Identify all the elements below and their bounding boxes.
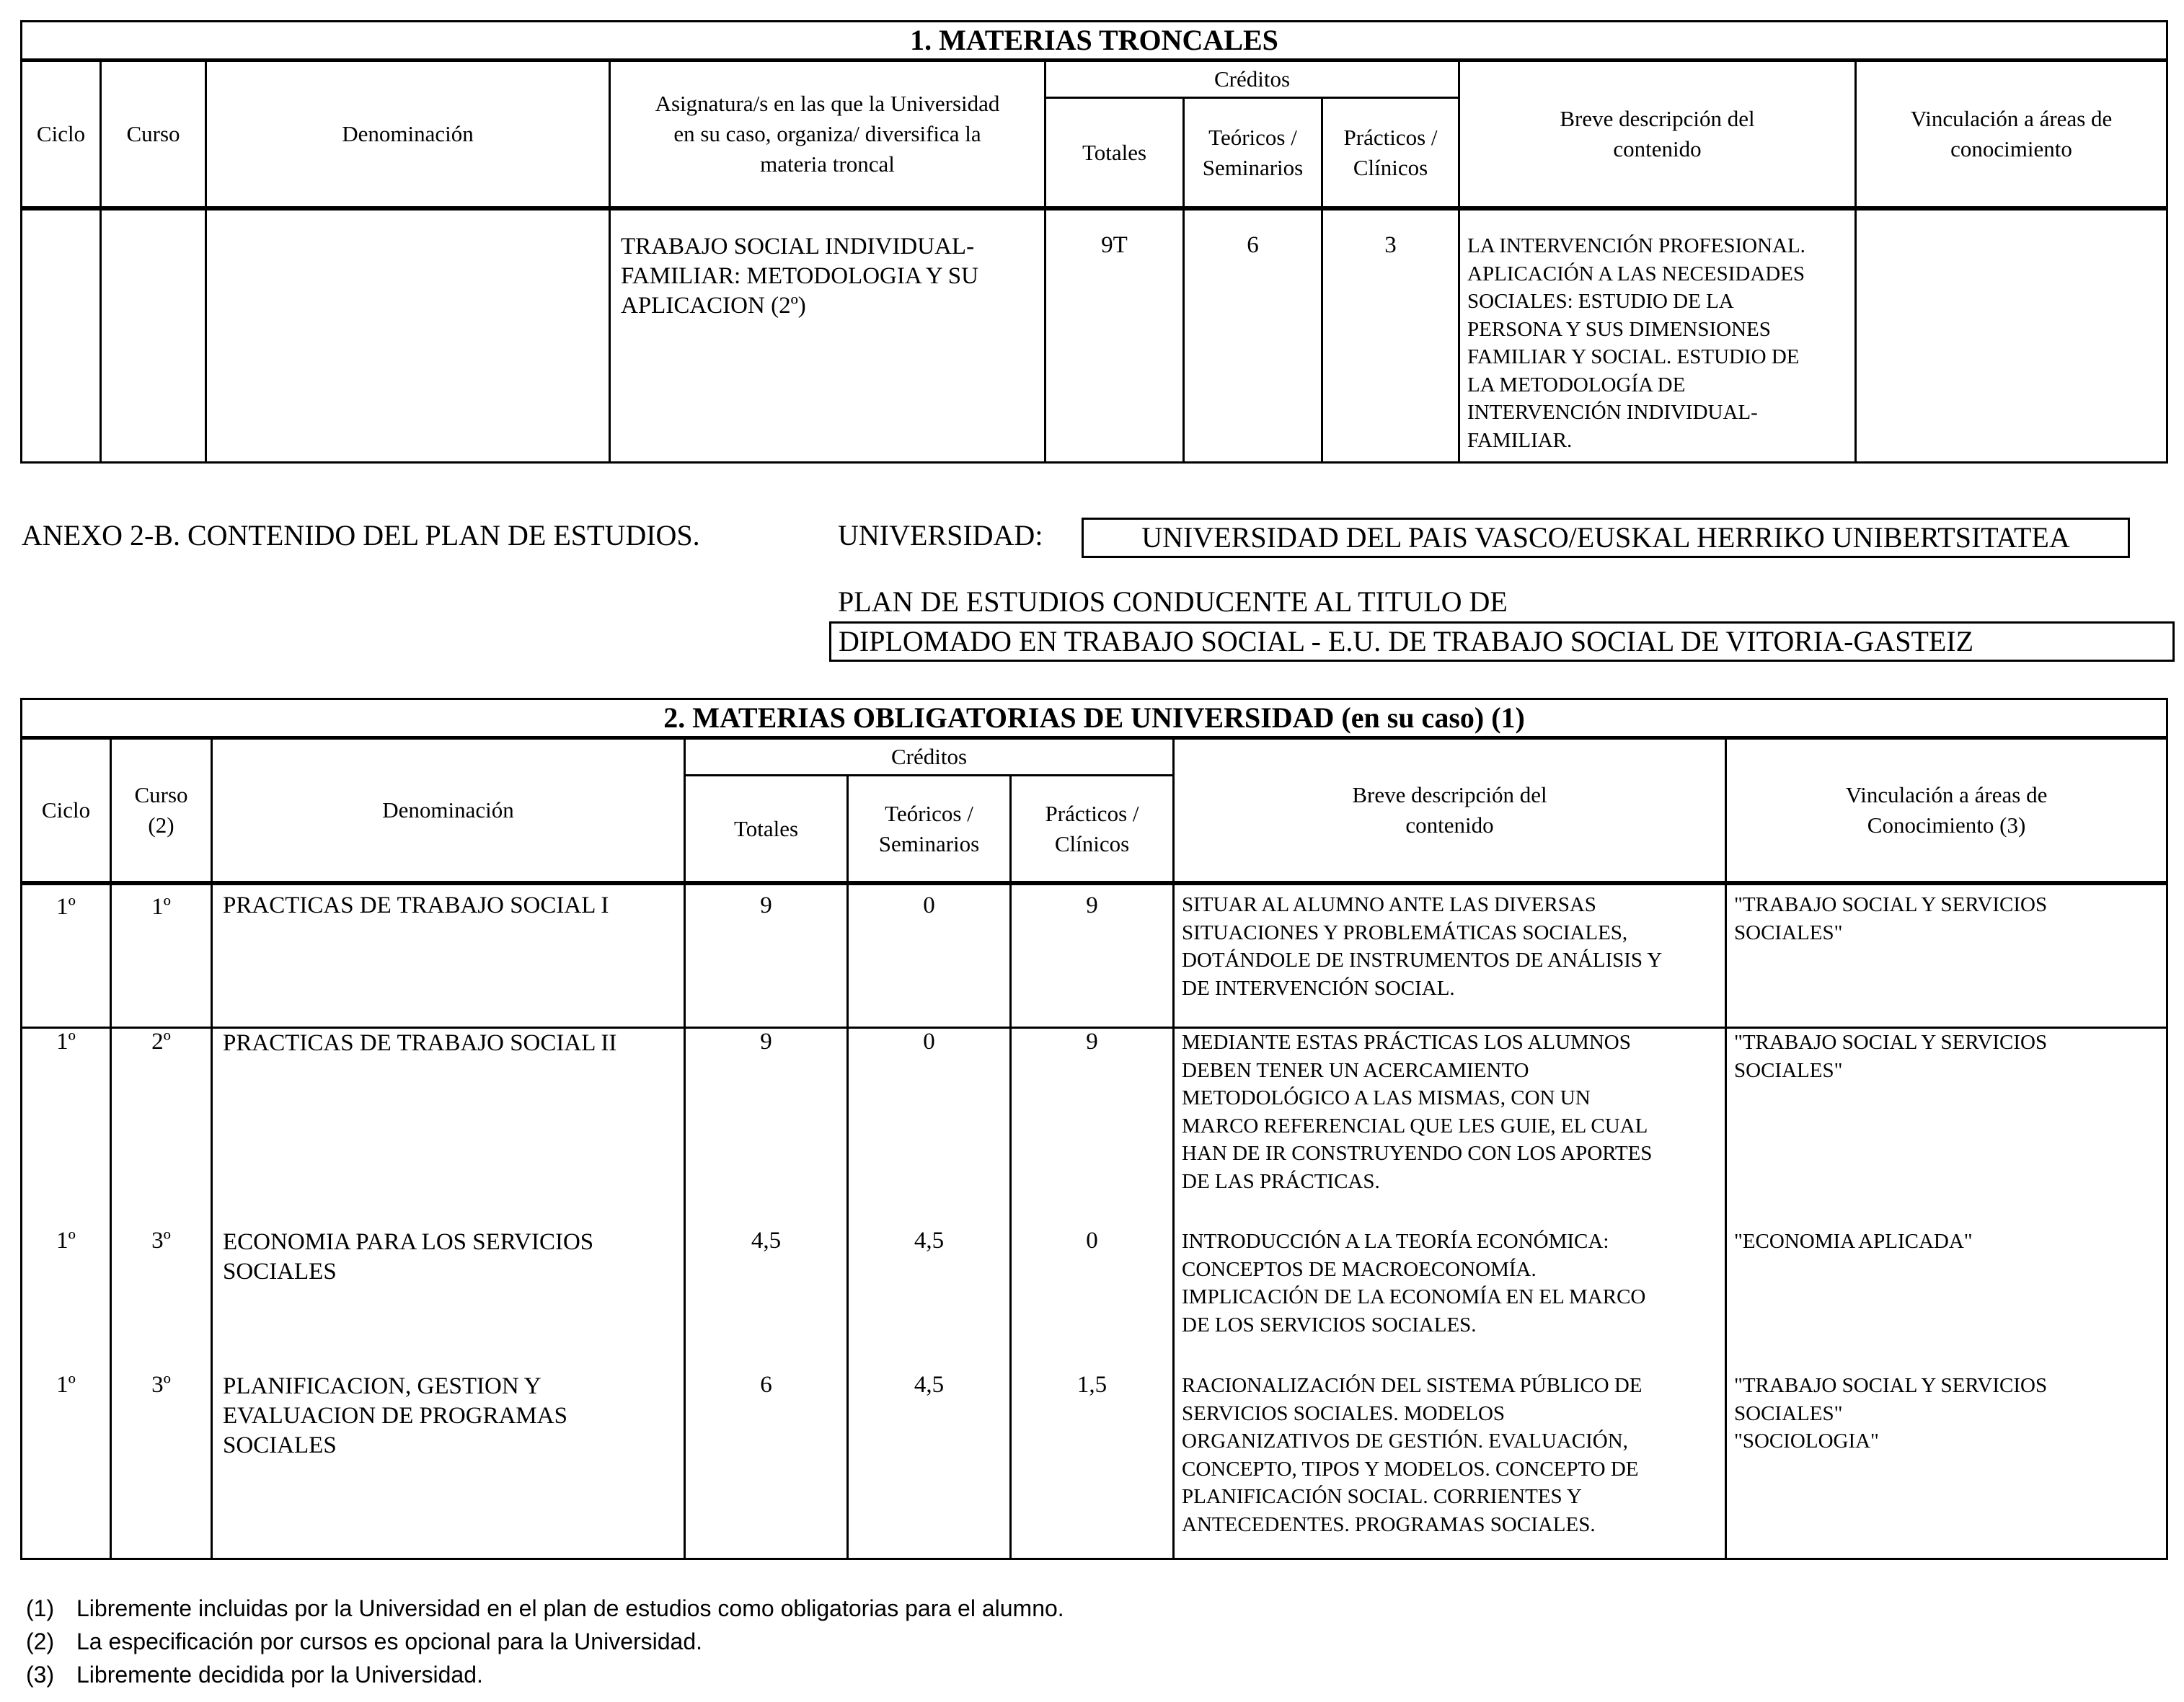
cell-value: 4,5 — [914, 1228, 945, 1254]
universidad-value: UNIVERSIDAD DEL PAIS VASCO/EUSKAL HERRIKO UNIBERTSITATEA — [1082, 518, 2130, 558]
table2-title: 2. MATERIAS OBLIGATORIAS DE UNIVERSIDAD (en su caso) (1) — [22, 699, 2167, 738]
footnote-number: (3) — [26, 1662, 55, 1688]
cell-line: "SOCIOLOGIA" — [1734, 1430, 1879, 1453]
cell-line: PERSONA Y SUS DIMENSIONES — [1467, 317, 1771, 341]
footnote-number: (2) — [26, 1628, 55, 1654]
header-creditos: Créditos — [1045, 61, 1459, 98]
cell-descripcion — [1174, 1028, 1726, 1228]
cell-descripcion — [1174, 1372, 1726, 1559]
cell-line: ECONOMIA PARA LOS SERVICIOS — [223, 1229, 594, 1255]
cell-vinculacion — [1726, 1228, 2167, 1372]
cell-line: CONCEPTO, TIPOS Y MODELOS. CONCEPTO DE — [1182, 1457, 1639, 1481]
cell-value: 1,5 — [1076, 1372, 1108, 1398]
header-totales: Totales — [685, 776, 848, 884]
cell-totales — [685, 883, 848, 1028]
cell-totales — [1045, 208, 1184, 463]
header-creditos: Créditos — [685, 738, 1174, 776]
header-descripcion-line: Breve descripción del — [1560, 106, 1755, 131]
header-practicos — [1322, 98, 1459, 209]
cell-descripcion — [1174, 1228, 1726, 1372]
cell-line: INTERVENCIÓN INDIVIDUAL- — [1467, 401, 1758, 424]
header-asignatura — [610, 61, 1045, 209]
cell-denominacion — [206, 208, 610, 463]
header-practicos-line: Prácticos / — [1045, 800, 1139, 826]
header-denominacion: Denominación — [206, 61, 610, 209]
cell-line: ORGANIZATIVOS DE GESTIÓN. EVALUACIÓN, — [1182, 1430, 1628, 1453]
cell-line: SITUACIONES Y PROBLEMÁTICAS SOCIALES, — [1182, 921, 1628, 944]
table1-title: 1. MATERIAS TRONCALES — [22, 22, 2167, 61]
header-ciclo: Ciclo — [22, 738, 111, 884]
header-asignatura-line: en su caso, organiza/ diversifica la — [673, 121, 981, 146]
cell-line: PLANIFICACION, GESTION Y — [223, 1373, 541, 1399]
cell-line: TRABAJO SOCIAL INDIVIDUAL- — [621, 234, 975, 260]
cell-curso — [111, 1228, 212, 1372]
cell-curso — [111, 1372, 212, 1559]
header-practicos-line: Clínicos — [1353, 154, 1428, 180]
cell-ciclo — [22, 883, 111, 1028]
cell-value: 3º — [151, 1372, 171, 1398]
header-practicos-line: Prácticos / — [1343, 124, 1438, 150]
header-curso — [111, 738, 212, 884]
header-practicos — [1011, 776, 1174, 884]
cell-line: SERVICIOS SOCIALES. MODELOS — [1182, 1401, 1506, 1425]
cell-vinculacion — [1726, 1372, 2167, 1559]
cell-teoricos — [848, 1372, 1011, 1559]
cell-line: DE LOS SERVICIOS SOCIALES. — [1182, 1313, 1477, 1337]
cell-ciclo — [22, 1228, 111, 1372]
cell-line: SOCIALES" — [1734, 1058, 1843, 1082]
footnote-text: Libremente incluidas por la Universidad en el plan de estudios como obligatorias para el alumno. — [76, 1595, 1064, 1621]
plan-value: DIPLOMADO EN TRABAJO SOCIAL - E.U. DE TRABAJO SOCIAL DE VITORIA-GASTEIZ — [829, 621, 2175, 662]
footnote-text: Libremente decidida por la Universidad. — [76, 1662, 483, 1688]
cell-line: SITUAR AL ALUMNO ANTE LAS DIVERSAS — [1182, 893, 1596, 916]
footnote — [26, 1592, 1064, 1625]
cell-line: EVALUACION DE PROGRAMAS — [223, 1403, 567, 1429]
cell-line: DOTÁNDOLE DE INSTRUMENTOS DE ANÁLISIS Y — [1182, 949, 1663, 972]
header-asignatura-line: materia troncal — [760, 151, 895, 177]
cell-line: "ECONOMIA APLICADA" — [1734, 1230, 1973, 1253]
cell-line: DE INTERVENCIÓN SOCIAL. — [1182, 976, 1455, 1000]
cell-denominacion — [212, 883, 685, 1028]
table-materias-obligatorias — [20, 698, 2168, 1560]
cell-line: LA METODOLOGÍA DE — [1467, 373, 1686, 396]
cell-teoricos — [848, 1028, 1011, 1228]
header-teoricos — [848, 776, 1011, 884]
cell-curso — [111, 1028, 212, 1228]
header-vinculacion-line: Conocimiento (3) — [1867, 812, 2026, 838]
plan-label: PLAN DE ESTUDIOS CONDUCENTE AL TITULO DE — [838, 585, 1508, 618]
header-descripcion-line: contenido — [1613, 136, 1702, 161]
cell-value: 0 — [923, 1029, 935, 1055]
header-teoricos — [1184, 98, 1322, 209]
cell-value: 3 — [1384, 232, 1397, 258]
cell-totales — [685, 1372, 848, 1559]
header-denominacion: Denominación — [212, 738, 685, 884]
header-descripcion-line: Breve descripción del — [1352, 782, 1547, 807]
cell-value: 9 — [1086, 892, 1098, 918]
cell-ciclo — [22, 208, 101, 463]
cell-line: APLICACIÓN A LAS NECESIDADES — [1467, 262, 1805, 285]
cell-line: INTRODUCCIÓN A LA TEORÍA ECONÓMICA: — [1182, 1230, 1609, 1253]
cell-curso — [111, 883, 212, 1028]
cell-line: SOCIALES — [223, 1432, 337, 1458]
header-curso-line: (2) — [148, 812, 174, 838]
cell-line: SOCIALES" — [1734, 1401, 1843, 1425]
cell-value: 2º — [151, 1029, 171, 1055]
cell-asignatura — [610, 208, 1045, 463]
table-row — [22, 883, 2167, 1028]
cell-line: DEBEN TENER UN ACERCAMIENTO — [1182, 1058, 1529, 1082]
cell-denominacion — [212, 1028, 685, 1228]
annex-label: ANEXO 2-B. CONTENIDO DEL PLAN DE ESTUDIOS. — [22, 519, 700, 551]
cell-line: PRACTICAS DE TRABAJO SOCIAL II — [223, 1030, 617, 1056]
cell-value: 1º — [56, 894, 76, 920]
cell-value: 3º — [151, 1228, 171, 1254]
header-vinculacion — [1856, 61, 2167, 209]
cell-line: LA INTERVENCIÓN PROFESIONAL. — [1467, 234, 1805, 257]
cell-line: RACIONALIZACIÓN DEL SISTEMA PÚBLICO DE — [1182, 1374, 1643, 1397]
header-teoricos-line: Seminarios — [1202, 154, 1304, 180]
cell-denominacion — [212, 1372, 685, 1559]
cell-value: 1º — [151, 894, 171, 920]
cell-line: MEDIANTE ESTAS PRÁCTICAS LOS ALUMNOS — [1182, 1031, 1631, 1054]
cell-value: 1º — [56, 1029, 76, 1055]
cell-line: APLICACION (2º) — [621, 293, 806, 319]
cell-vinculacion — [1726, 1028, 2167, 1228]
cell-value: 9 — [760, 1029, 772, 1055]
cell-value: 0 — [1086, 1228, 1098, 1254]
header-asignatura-line: Asignatura/s en las que la Universidad — [655, 91, 1000, 116]
cell-ciclo — [22, 1028, 111, 1228]
cell-vinculacion — [1856, 208, 2167, 463]
cell-value: 0 — [923, 892, 935, 918]
cell-practicos — [1011, 883, 1174, 1028]
cell-practicos — [1322, 208, 1459, 463]
cell-line: SOCIALES" — [1734, 921, 1843, 944]
cell-ciclo — [22, 1372, 111, 1559]
header-teoricos-line: Teóricos / — [1208, 124, 1297, 150]
footnote-text: La especificación por cursos es opcional para la Universidad. — [76, 1628, 703, 1654]
cell-line: "TRABAJO SOCIAL Y SERVICIOS — [1734, 1031, 2048, 1054]
universidad-label: UNIVERSIDAD: — [838, 519, 1043, 551]
cell-value: 1º — [56, 1372, 76, 1398]
table-row — [22, 208, 2167, 463]
header-vinculacion-line: conocimiento — [1950, 136, 2072, 161]
cell-descripcion — [1174, 883, 1726, 1028]
cell-practicos — [1011, 1028, 1174, 1228]
cell-value: 9T — [1101, 232, 1128, 258]
cell-value: 6 — [760, 1372, 772, 1398]
cell-line: SOCIALES: ESTUDIO DE LA — [1467, 290, 1734, 313]
cell-value: 9 — [760, 892, 772, 918]
cell-line: FAMILIAR. — [1467, 428, 1573, 452]
cell-value: 6 — [1247, 232, 1259, 258]
cell-line: CONCEPTOS DE MACROECONOMÍA. — [1182, 1257, 1537, 1281]
cell-value: 4,5 — [751, 1228, 782, 1254]
cell-line: "TRABAJO SOCIAL Y SERVICIOS — [1734, 893, 2048, 916]
header-descripcion — [1459, 61, 1856, 209]
cell-line: ANTECEDENTES. PROGRAMAS SOCIALES. — [1182, 1512, 1596, 1536]
header-vinculacion-line: Vinculación a áreas de — [1910, 106, 2113, 131]
cell-line: IMPLICACIÓN DE LA ECONOMÍA EN EL MARCO — [1182, 1285, 1646, 1308]
cell-totales — [685, 1228, 848, 1372]
table-row — [22, 1372, 2167, 1559]
cell-value: 4,5 — [914, 1372, 945, 1398]
cell-line: METODOLÓGICO A LAS MISMAS, CON UN — [1182, 1086, 1591, 1109]
cell-line: FAMILIAR Y SOCIAL. ESTUDIO DE — [1467, 345, 1800, 368]
cell-line: FAMILIAR: METODOLOGIA Y SU — [621, 263, 978, 289]
cell-practicos — [1011, 1372, 1174, 1559]
cell-line: HAN DE IR CONSTRUYENDO CON LOS APORTES — [1182, 1142, 1653, 1165]
header-teoricos-line: Seminarios — [878, 830, 980, 856]
cell-teoricos — [848, 1228, 1011, 1372]
header-totales: Totales — [1045, 98, 1184, 209]
footnote — [26, 1658, 483, 1691]
header-descripcion-line: contenido — [1405, 812, 1494, 838]
cell-line: DE LAS PRÁCTICAS. — [1182, 1169, 1380, 1193]
cell-line: SOCIALES — [223, 1259, 337, 1285]
table-materias-troncales — [20, 20, 2168, 464]
footnote-number: (1) — [26, 1595, 55, 1621]
cell-descripcion — [1459, 208, 1856, 463]
cell-vinculacion — [1726, 883, 2167, 1028]
header-descripcion — [1174, 738, 1726, 884]
cell-practicos — [1011, 1228, 1174, 1372]
cell-totales — [685, 1028, 848, 1228]
cell-line: PLANIFICACIÓN SOCIAL. CORRIENTES Y — [1182, 1485, 1582, 1508]
header-curso-line: Curso — [134, 782, 188, 807]
cell-teoricos — [1184, 208, 1322, 463]
cell-line: MARCO REFERENCIAL QUE LES GUIE, EL CUAL — [1182, 1114, 1648, 1138]
footnote — [26, 1625, 702, 1658]
cell-value: 9 — [1086, 1029, 1098, 1055]
cell-curso — [101, 208, 206, 463]
cell-denominacion — [212, 1228, 685, 1372]
header-curso: Curso — [101, 61, 206, 209]
header-vinculacion — [1726, 738, 2167, 884]
cell-value: 1º — [56, 1228, 76, 1254]
header-practicos-line: Clínicos — [1054, 830, 1130, 856]
header-teoricos-line: Teóricos / — [885, 800, 973, 826]
header-vinculacion-line: Vinculación a áreas de — [1845, 782, 2048, 807]
table-row — [22, 1028, 2167, 1228]
header-ciclo: Ciclo — [22, 61, 101, 209]
table-row — [22, 1228, 2167, 1372]
cell-teoricos — [848, 883, 1011, 1028]
cell-line: PRACTICAS DE TRABAJO SOCIAL I — [223, 892, 609, 918]
cell-line: "TRABAJO SOCIAL Y SERVICIOS — [1734, 1374, 2048, 1397]
